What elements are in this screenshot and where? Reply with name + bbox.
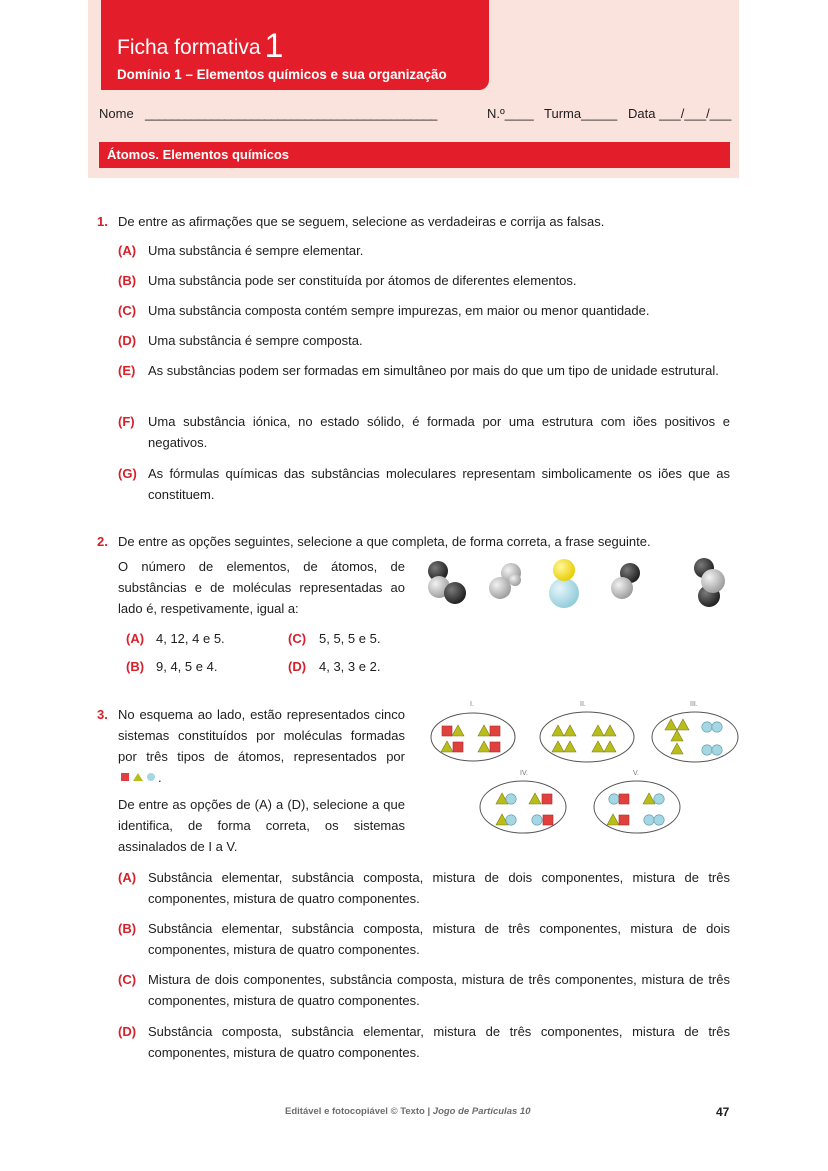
systems-diagram bbox=[425, 696, 743, 848]
q3-option-text: Substância elementar, substância composta, mistura de três componentes, mistura de dois componentes, mistura de quatro componentes. bbox=[148, 921, 730, 957]
q1-option-text: Uma substância iónica, no estado sólido, é formada por uma estrutura com iões positivos e negativos. bbox=[148, 414, 730, 450]
q3-option-text: Mistura de dois componentes, substância composta, mistura de três componentes, mistura de três componentes, mistura de quatro componentes. bbox=[148, 972, 730, 1008]
q1-option-text: As fórmulas químicas das substâncias moleculares representam simbolicamente os iões que as constituem. bbox=[148, 466, 730, 502]
circle-atom-icon bbox=[147, 773, 155, 781]
q1-option-text: As substâncias podem ser formadas em simultâneo por mais do que um tipo de unidade estrutural. bbox=[148, 363, 719, 378]
square-atom-icon bbox=[121, 773, 129, 781]
system-III bbox=[652, 701, 738, 762]
class-field[interactable]: Turma_____ bbox=[544, 106, 618, 121]
page-number: 47 bbox=[716, 1105, 730, 1119]
footer-book-title: Jogo de Partículas 10 bbox=[432, 1106, 531, 1117]
q2-option-label: (B) bbox=[126, 659, 145, 674]
q2-option-label: (A) bbox=[126, 631, 145, 646]
q2-option-label: (C) bbox=[288, 631, 307, 646]
q1-option-label: (G) bbox=[118, 466, 137, 481]
title-text: Ficha formativa bbox=[117, 36, 261, 59]
q2-option-text: 9, 4, 5 e 4. bbox=[156, 659, 218, 674]
system-label: IV. bbox=[520, 770, 528, 777]
q1-option-label: (D) bbox=[118, 333, 137, 348]
q1-option-label: (C) bbox=[118, 303, 137, 318]
q2-option-label: (D) bbox=[288, 659, 307, 674]
system-V bbox=[594, 770, 680, 833]
q2-body: O número de elementos, de átomos, de substâncias e de moléculas representadas ao lado é, respetivamente, igual a: bbox=[118, 559, 405, 616]
q3-option-label: (C) bbox=[118, 972, 137, 987]
system-IV bbox=[480, 770, 566, 833]
name-label: Nome bbox=[99, 106, 134, 121]
molecule-1 bbox=[428, 561, 466, 604]
name-field[interactable]: ____________________________________________ bbox=[145, 106, 437, 121]
q3-option-text: Substância elementar, substância composta, mistura de dois componentes, mistura de três componentes, mistura de quatro componentes. bbox=[148, 870, 730, 906]
molecule-3 bbox=[549, 559, 579, 608]
number-field[interactable]: N.º____ bbox=[487, 106, 534, 121]
q3-option-label: (B) bbox=[118, 921, 137, 936]
q1-text: De entre as afirmações que se seguem, selecione as verdadeiras e corrija as falsas. bbox=[118, 214, 605, 229]
domain-subtitle: Domínio 1 – Elementos químicos e sua organização bbox=[117, 67, 447, 82]
system-label: V. bbox=[633, 770, 639, 777]
system-I bbox=[431, 701, 515, 761]
q3-text bbox=[118, 704, 405, 788]
q3-text-end: . bbox=[158, 770, 162, 785]
q1-option-text: Uma substância pode ser constituída por átomos de diferentes elementos. bbox=[148, 273, 577, 288]
atom-legend bbox=[120, 772, 158, 783]
molecules-figure bbox=[420, 555, 730, 610]
q1-option-text: Uma substância é sempre elementar. bbox=[148, 243, 364, 258]
worksheet-title bbox=[117, 24, 283, 63]
q2-number: 2. bbox=[97, 534, 108, 549]
student-info-row bbox=[99, 106, 730, 126]
q3-option-text: Substância composta, substância elementar, mistura de três componentes, mistura de três componentes, mistura de quatro componentes. bbox=[148, 1024, 730, 1060]
footer-credit bbox=[285, 1106, 530, 1117]
q3-body: De entre as opções de (A) a (D), selecione a que identifica, de forma correta, os sistemas assinalados de I a V. bbox=[118, 797, 405, 854]
q1-option-label: (F) bbox=[118, 414, 135, 429]
system-label: II. bbox=[580, 701, 586, 708]
q1-number: 1. bbox=[97, 214, 108, 229]
footer-text: Editável e fotocopiável © Texto | bbox=[285, 1106, 433, 1117]
system-II bbox=[540, 701, 634, 762]
q3-number: 3. bbox=[97, 707, 108, 722]
q2-text: De entre as opções seguintes, selecione a que completa, de forma correta, a frase seguinte. bbox=[118, 534, 651, 549]
triangle-atom-icon bbox=[133, 773, 143, 781]
date-field[interactable]: Data ___/___/___ bbox=[628, 106, 732, 121]
title-number: 1 bbox=[264, 27, 284, 65]
q1-option-label: (E) bbox=[118, 363, 136, 378]
q3-text-main: No esquema ao lado, estão representados cinco sistemas constituídos por moléculas formadas por três tipos de átomos, representados por bbox=[118, 707, 405, 764]
system-label: III. bbox=[690, 701, 698, 708]
q3-option-label: (D) bbox=[118, 1024, 137, 1039]
q1-option-label: (A) bbox=[118, 243, 137, 258]
q2-option-text: 4, 12, 4 e 5. bbox=[156, 631, 225, 646]
q2-option-text: 5, 5, 5 e 5. bbox=[319, 631, 381, 646]
molecule-2 bbox=[489, 563, 521, 599]
section-title: Átomos. Elementos químicos bbox=[99, 142, 730, 168]
q1-option-text: Uma substância composta contém sempre impurezas, em maior ou menor quantidade. bbox=[148, 303, 650, 318]
molecule-5 bbox=[694, 558, 725, 607]
q2-option-text: 4, 3, 3 e 2. bbox=[319, 659, 381, 674]
q1-option-text: Uma substância é sempre composta. bbox=[148, 333, 363, 348]
q3-option-label: (A) bbox=[118, 870, 137, 885]
molecule-4 bbox=[611, 563, 640, 599]
q1-option-label: (B) bbox=[118, 273, 137, 288]
system-label: I. bbox=[470, 701, 474, 708]
